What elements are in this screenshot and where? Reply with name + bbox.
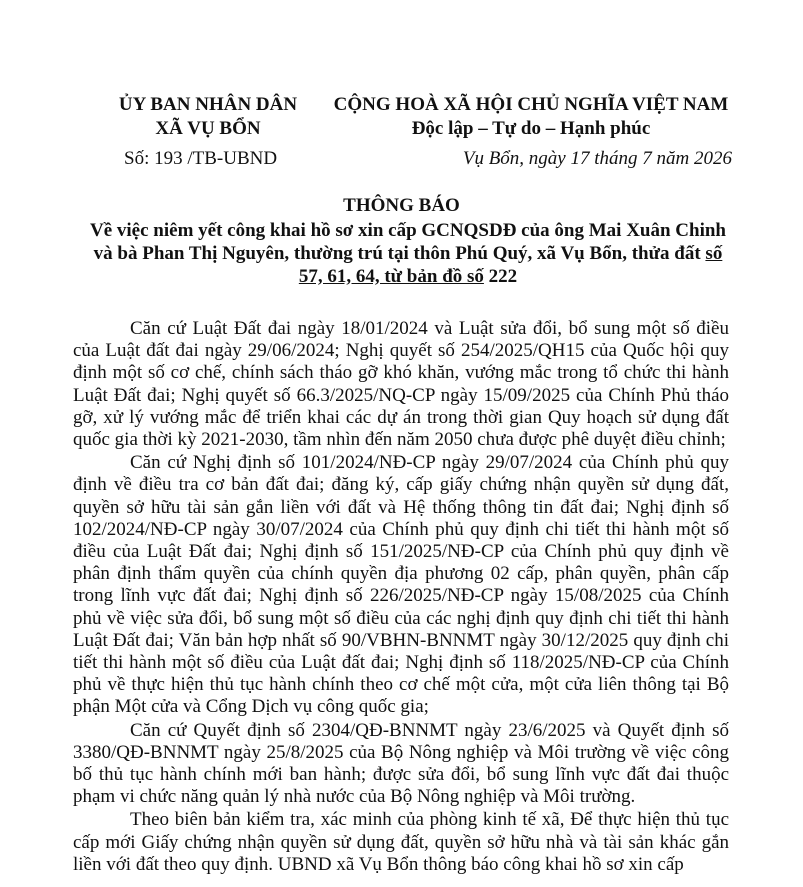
body-paragraph: Căn cứ Nghị định số 101/2024/NĐ-CP ngày 29/07/2024 của Chính phủ quy định về điều tra cơ bản đất đai; đăng ký, cấp giấy chứng nhận quyền sử dụng đất, quyền sở hữu tài sản gắn liền với đất và Hệ thống thông tin đất đai; Nghị định số 102/2024/NĐ-CP ngày 30/07/2024 của Chính phủ quy định chi tiết thi hành một số điều của Luật Đất đai; Nghị định số 151/2025/NĐ-CP của Chính phủ quy định về phân định thẩm quyền của chính quyền địa phương 02 cấp, phân quyền, phân cấp trong lĩnh vực đất đai; Nghị định số 226/2025/NĐ-CP ngày 15/08/2025 của Chính phủ về việc sửa đổi, bổ sung một số điều của các nghị định quy định chi tiết thi hành Luật Đất đai; Văn bản hợp nhất số 90/VBHN-BNNMT ngày 30/12/2025 quy định chi tiết thi hành một số điều của Luật đất đai; Nghị định số 118/2025/NĐ-CP của Chính phủ về thực hiện thủ tục hành chính theo cơ chế một cửa, một cửa liên thông tại Bộ phận Một cửa và Cổng Dịch vụ công quốc gia; — [73, 452, 729, 718]
document-subject — [88, 219, 728, 288]
national-motto — [330, 93, 732, 141]
subject-text: Về việc niêm yết công khai hồ sơ xin cấp GCNQSDĐ của ông Mai Xuân Chinh và bà Phan Thị Nguyên, thường trú tại thôn Phú Quý, xã Vụ Bổn, thửa đất — [90, 220, 726, 264]
place-and-date: Vụ Bổn, ngày 17 tháng 7 năm 2026 — [462, 148, 732, 169]
subject-map-number: 222 — [483, 266, 518, 287]
subject-parcel-numbers: số 57, 61, 64, từ bản đồ số — [298, 243, 723, 287]
document-title: THÔNG BÁO — [343, 195, 460, 216]
body-paragraph: Căn cứ Luật Đất đai ngày 18/01/2024 và Luật sửa đổi, bổ sung một số điều của Luật đất đai ngày 29/06/2024; Nghị quyết số 254/2025/QH15 của Quốc hội quy định một số cơ chế, chính sách tháo gỡ khó khăn, vướng mắc trong tổ chức thi hành Luật Đất đai; Nghị quyết số 66.3/2025/NQ-CP ngày 15/09/2025 của Chính Phủ tháo gỡ, xử lý vướng mắc để triển khai các dự án trong thời gian Quy hoạch sử dụng đất quốc gia thời kỳ 2021-2030, tầm nhìn đến năm 2050 chưa được phê duyệt điều chỉnh; — [73, 318, 729, 451]
motto-slogan: Độc lập – Tự do – Hạnh phúc — [411, 118, 651, 139]
body-paragraph: Căn cứ Quyết định số 2304/QĐ-BNNMT ngày 23/6/2025 và Quyết định số 3380/QĐ-BNNMT ngày 25/8/2025 của Bộ Nông nghiệp và Môi trường về việc công bố thủ tục hành chính mới ban hành; được sửa đổi, bổ sung lĩnh vực đất đai thuộc phạm vi chức năng quản lý nhà nước của Bộ Nông nghiệp và Môi trường. — [73, 719, 729, 808]
reference-number: Số: 193 /TB-UBND — [124, 148, 278, 169]
body-paragraph: Theo biên bản kiểm tra, xác minh của phòng kinh tế xã, Để thực hiện thủ tục cấp mới Giấy chứng nhận quyền sử dụng đất, quyền sở hữu nhà và tài sản khác gắn liền với đất theo quy định. UBND xã Vụ Bổn thông báo công khai hồ sơ xin cấp — [73, 809, 729, 875]
document-body — [73, 318, 729, 877]
issuing-authority — [110, 93, 306, 141]
country-name: CỘNG HOÀ XÃ HỘI CHỦ NGHĨA VIỆT NAM — [333, 94, 729, 115]
commune-name: XÃ VỤ BỔN — [155, 118, 261, 139]
authority-name: ỦY BAN NHÂN DÂN — [118, 94, 298, 115]
